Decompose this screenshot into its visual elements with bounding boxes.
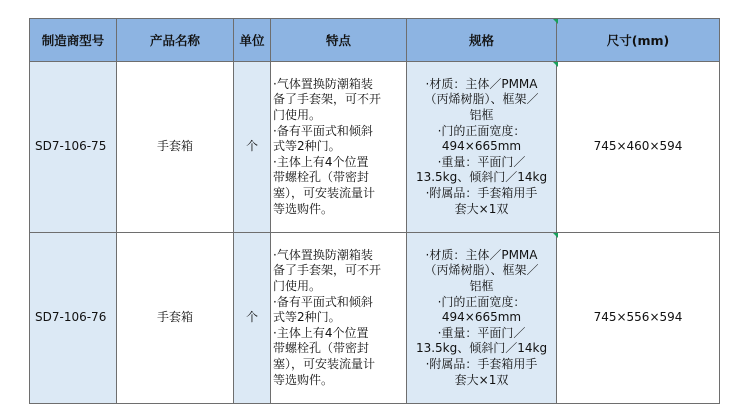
features-line: ·备有平面式和倾斜 bbox=[273, 123, 373, 138]
header-unit: 单位 bbox=[234, 19, 271, 62]
spec-line: ·门的正面宽度： bbox=[437, 123, 526, 138]
cell-size: 745×556×594 bbox=[557, 233, 720, 404]
header-model: 制造商型号 bbox=[30, 19, 117, 62]
table-row bbox=[30, 62, 720, 233]
features-line: 门使用。 bbox=[273, 279, 322, 294]
spec-line: 铝框 bbox=[469, 279, 494, 294]
cell-spec bbox=[407, 233, 557, 404]
spec-line: 套大×1双 bbox=[454, 201, 509, 216]
features-lines bbox=[273, 248, 404, 388]
header-size: 尺寸(mm) bbox=[557, 19, 720, 62]
corner-marker bbox=[553, 233, 558, 238]
spec-line: 13.5kg、倾斜门／14kg bbox=[415, 341, 548, 356]
spec-lines bbox=[409, 248, 554, 388]
features-line: 门使用。 bbox=[273, 108, 322, 123]
spec-line: ·材质：主体／PMMA bbox=[425, 76, 538, 91]
cell-size: 745×460×594 bbox=[557, 62, 720, 233]
features-line: ·主体上有4个位置 bbox=[273, 325, 369, 340]
spec-lines bbox=[409, 77, 554, 217]
features-line: 等选购件。 bbox=[273, 201, 334, 216]
spec-line: （丙烯树脂）、框架／ bbox=[424, 92, 539, 107]
features-line: ·气体置换防潮箱装 bbox=[273, 247, 373, 262]
spec-line: 494×665mm bbox=[441, 139, 522, 154]
cell-features bbox=[271, 233, 407, 404]
cell-features bbox=[271, 62, 407, 233]
cell-unit: 个 bbox=[234, 62, 271, 233]
features-line: 等选购件。 bbox=[273, 372, 334, 387]
cell-name: 手套箱 bbox=[117, 233, 234, 404]
features-line: 备了手套架，可不开 bbox=[273, 263, 382, 278]
header-spec: 规格 bbox=[407, 19, 557, 62]
features-line: 塞），可安装流量计 bbox=[273, 356, 376, 371]
cell-name: 手套箱 bbox=[117, 62, 234, 233]
spec-line: （丙烯树脂）、框架／ bbox=[424, 263, 539, 278]
spec-line: ·重量：平面门／ bbox=[437, 325, 526, 340]
features-line: 式等2种门。 bbox=[273, 139, 341, 154]
cell-model: SD7-106-75 bbox=[30, 62, 117, 233]
features-line: 带螺栓孔（带密封 bbox=[273, 170, 370, 185]
spec-line: 套大×1双 bbox=[454, 372, 509, 387]
spec-line: 铝框 bbox=[469, 108, 494, 123]
spec-line: ·附属品：手套箱用手 bbox=[425, 356, 538, 371]
cell-model: SD7-106-76 bbox=[30, 233, 117, 404]
spec-line: ·附属品：手套箱用手 bbox=[425, 185, 538, 200]
features-line: ·主体上有4个位置 bbox=[273, 154, 369, 169]
features-line: 备了手套架，可不开 bbox=[273, 92, 382, 107]
spec-line: ·门的正面宽度： bbox=[437, 294, 526, 309]
spec-line: ·重量：平面门／ bbox=[437, 154, 526, 169]
features-lines bbox=[273, 77, 404, 217]
cell-spec bbox=[407, 62, 557, 233]
features-line: ·备有平面式和倾斜 bbox=[273, 294, 373, 309]
cell-unit: 个 bbox=[234, 233, 271, 404]
features-line: ·气体置换防潮箱装 bbox=[273, 76, 373, 91]
corner-marker bbox=[553, 62, 558, 67]
corner-marker bbox=[553, 19, 558, 24]
header-features: 特点 bbox=[271, 19, 407, 62]
table-row bbox=[30, 233, 720, 404]
header-row bbox=[30, 19, 720, 62]
header-name: 产品名称 bbox=[117, 19, 234, 62]
product-table bbox=[29, 18, 720, 404]
features-line: 带螺栓孔（带密封 bbox=[273, 341, 370, 356]
features-line: 式等2种门。 bbox=[273, 310, 341, 325]
spec-line: 13.5kg、倾斜门／14kg bbox=[415, 170, 548, 185]
spec-line: 494×665mm bbox=[441, 310, 522, 325]
spec-line: ·材质：主体／PMMA bbox=[425, 247, 538, 262]
features-line: 塞），可安装流量计 bbox=[273, 185, 376, 200]
